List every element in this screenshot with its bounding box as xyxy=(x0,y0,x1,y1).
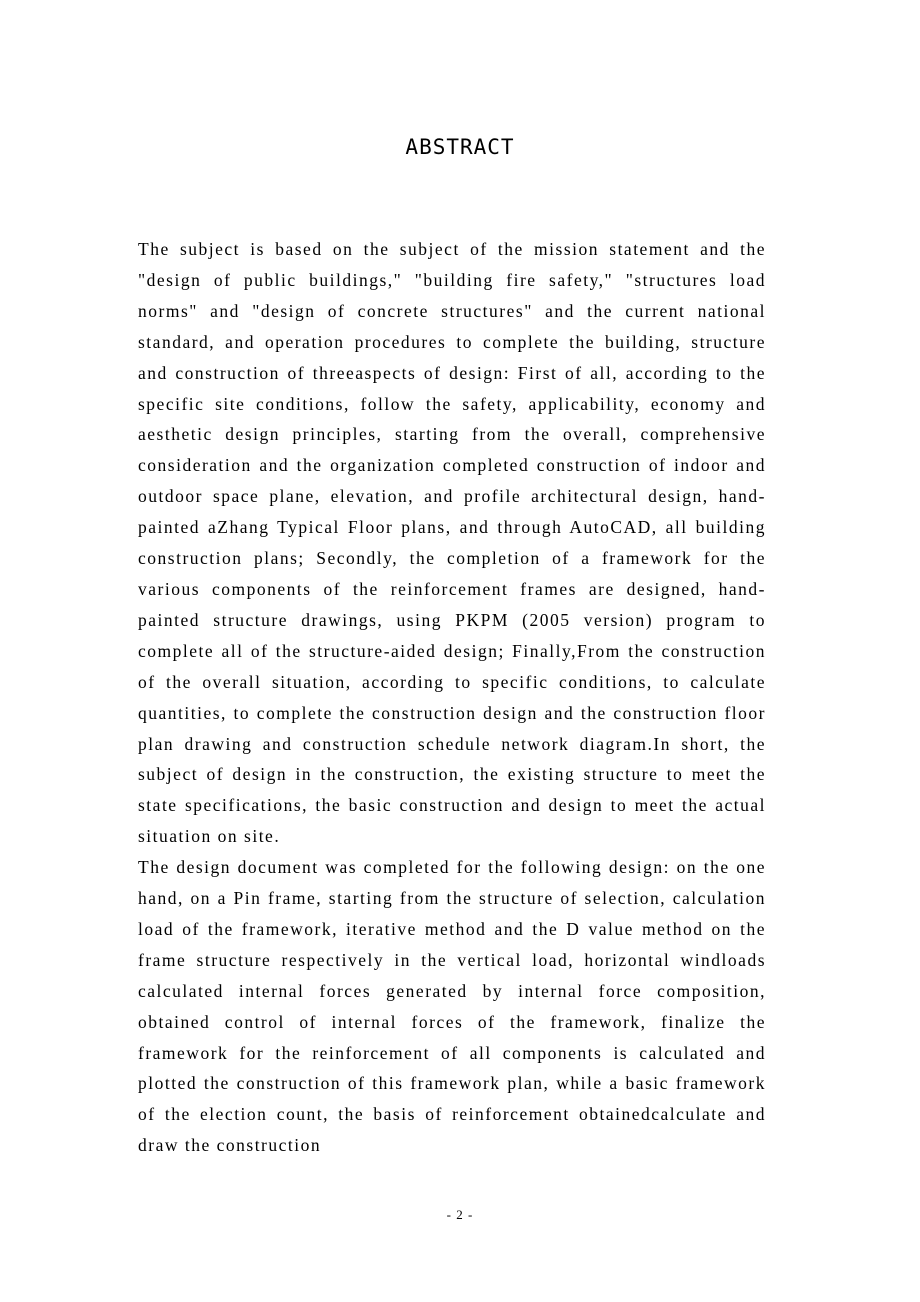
page-number: - 2 - xyxy=(446,1207,474,1222)
abstract-paragraph-2: The design document was completed for the following design: on the one hand, on a Pin frame, starting from the structure of selection, calculation load of the framework, iterative method and the D value method on the frame structure respectively in the vertical load, horizontal windloads calculated internal forces generated by internal force composition, obtained control of internal forces of the framework, finalize the framework for the reinforcement of all components is calculated and plotted the construction of this framework plan, while a basic framework of the election count, the basis of reinforcement obtainedcalculate and draw the construction xyxy=(138,857,766,1156)
abstract-paragraph-1: The subject is based on the subject of the mission statement and the "design of public buildings," "building fire safety," "structures load norms" and "design of concrete structures" and the current national standard, and operation procedures to complete the building, structure and construction of threeaspects of design: First of all, according to the specific site conditions, follow the safety, applicability, economy and aesthetic design principles, starting from the overall, comprehensive consideration and the organization completed construction of indoor and outdoor space plane, elevation, and profile architectural design, hand-painted aZhang Typical Floor plans, and through AutoCAD, all building construction plans; Secondly, the completion of a framework for the various components of the reinforcement frames are designed, hand-painted structure drawings, using PKPM (2005 version) program to complete all of the structure-aided design; Finally,From the construction of the overall situation, according to specific conditions, to calculate quantities, to complete the construction design and the construction floor plan drawing and construction schedule network diagram.In short, the subject of design in the construction, the existing structure to meet the state specifications, the basic construction and design to meet the actual situation on site. xyxy=(138,239,766,847)
abstract-body xyxy=(138,234,766,1161)
page-title: ABSTRACT xyxy=(405,135,515,159)
